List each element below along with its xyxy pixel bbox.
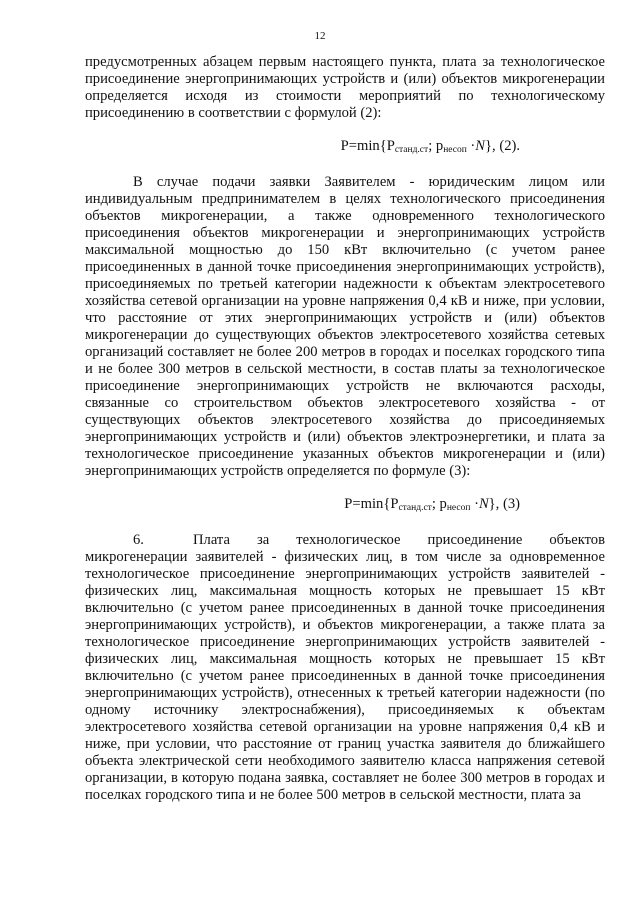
formula-3 (85, 495, 605, 517)
paragraph-2: В случае подачи заявки Заявителем - юридическим лицом или индивидуальным предпринимателем в целях технологического присоединения объектов микрогенерации, а также одновременного технологического присоединения объектов микрогенерации и энергопринимающих устройств максимальной мощностью до 150 кВт включительно (с учетом ранее присоединенных в данной точке присоединения энергопринимающих устройств), присоединяемых по третьей категории надежности к объектам электросетевого хозяйства сетевой организации на уровне напряжения 0,4 кВ и ниже, при условии, что расстояние от этих энергопринимающих устройств и (или) объектов микрогенерации до существующих объектов электросетевого хозяйства сетевых организаций составляет не более 200 метров в городах и поселках городского типа и не более 300 метров в сельской местности, в состав платы за технологическое присоединение энергопринимающих устройств не включаются расходы, связанные со строительством объектов электросетевого хозяйства - от существующих объектов электросетевого хозяйства до присоединяемых энергопринимающих устройств и (или) объектов электроэнергетики, и плата за технологическое присоединение указанных объектов микрогенерации и (или) энергопринимающих устройств определяется по формуле (3): (85, 174, 605, 479)
paragraph-3 (85, 532, 605, 804)
formula-3-sub2: несоп (446, 503, 471, 513)
document-body (85, 54, 605, 804)
formula-2 (85, 137, 605, 159)
formula-2-var: N (475, 138, 486, 154)
paragraph-3-text: Плата за технологическое присоединение объектов микрогенерации заявителей - физических лиц, в том числе за одновременное технологическое присоединение энергопринимающих устройств заявителей - физических лиц, максимальная мощность которых не превышает 15 кВт включительно (с учетом ранее присоединенных в данной точке присоединения энергопринимающих устройств), и объектов микрогенерации, а также плата за технологическое присоединение энергопринимающих устройств заявителей - физических лиц, максимальная мощность которых не превышает 15 кВт включительно (с учетом ранее присоединенных в данной точке присоединения энергопринимающих устройств), отнесенных к третьей категории надежности (по одному источнику электроснабжения), присоединяемых к объектам электросетевого хозяйства сетевой организации на уровне напряжения 0,4 кВ и ниже, при условии, что расстояние от границ участка заявителя до ближайшего объекта электрической сети необходимого заявителю класса напряжения сетевой организации, в которую подана заявка, составляет не более 300 метров в городах и поселках городского типа и не более 500 метров в сельской местности, плата за (85, 532, 605, 803)
formula-3-var: N (478, 496, 489, 512)
formula-2-sub1: станд.ст (394, 145, 429, 155)
formula-3-tail: }, (3) (488, 496, 520, 512)
formula-2-lead: P=min{P (340, 138, 395, 154)
page-number: 12 (314, 30, 326, 42)
formula-2-sub2: несоп (443, 145, 467, 155)
formula-3-lead: P=min{P (344, 496, 399, 512)
formula-3-mid: ; p (431, 496, 447, 512)
formula-2-tail: }, (2). (485, 138, 520, 154)
formula-2-dot: · (466, 138, 476, 154)
formula-3-dot: · (470, 496, 479, 512)
paragraph-3-number: 6. (133, 532, 144, 548)
paragraph-1: предусмотренных абзацем первым настоящего пункта, плата за технологическое присоединение энергопринимающих устройств и (или) объектов микрогенерации определяется исходя из стоимости мероприятий по технологическому присоединению в соответствии с формулой (2): (85, 54, 605, 121)
formula-2-mid: ; p (428, 138, 444, 154)
formula-3-sub1: станд.ст (398, 503, 432, 513)
